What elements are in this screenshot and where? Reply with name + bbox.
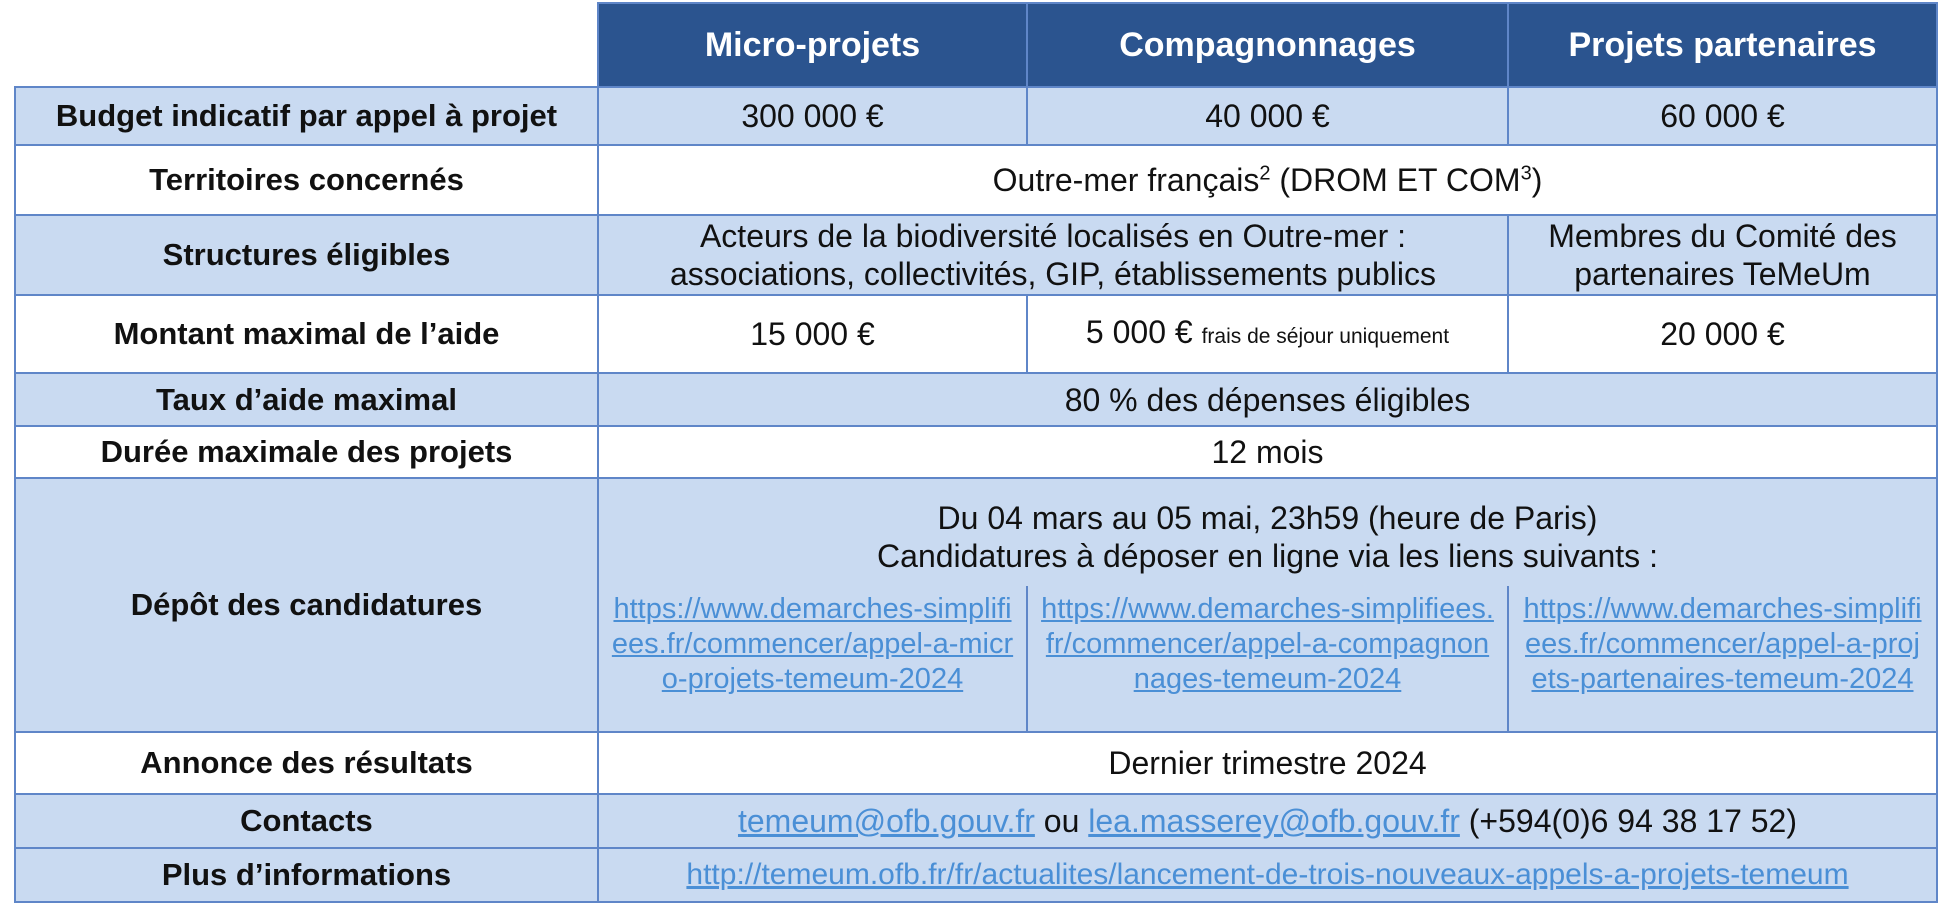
row-label-budget: Budget indicatif par appel à projet — [15, 87, 598, 145]
depot-line2: Candidatures à déposer en ligne via les liens suivants : — [877, 537, 1658, 574]
structures-merged-line2: associations, collectivités, GIP, établissements publics — [670, 256, 1436, 292]
contacts-value — [598, 794, 1937, 848]
depot-link-partenaires[interactable]: https://www.demarches-simplifiees.fr/commencer/appel-a-projets-partenaires-temeum-2024 — [1523, 593, 1922, 695]
structures-partner-line1: Membres du Comité des — [1548, 218, 1897, 254]
annonce-value: Dernier trimestre 2024 — [598, 732, 1937, 794]
montant-partenaires: 20 000 € — [1508, 295, 1937, 373]
header-projets-partenaires: Projets partenaires — [1508, 3, 1937, 87]
table-row — [15, 848, 1937, 902]
aid-comparison-table — [14, 2, 1938, 903]
territoires-value — [598, 145, 1937, 215]
row-label-depot: Dépôt des candidatures — [15, 478, 598, 732]
row-label-contacts: Contacts — [15, 794, 598, 848]
header-row — [15, 3, 1937, 87]
table-row — [15, 794, 1937, 848]
contact-email-temeum[interactable]: temeum@ofb.gouv.fr — [737, 803, 1035, 839]
contacts-separator: ou — [1034, 803, 1089, 839]
structures-merged — [598, 215, 1508, 295]
info-link[interactable]: http://temeum.ofb.fr/fr/actualites/lancement-de-trois-nouveaux-appels-a-projets-temeum — [686, 858, 1849, 891]
structures-merged-line1: Acteurs de la biodiversité localisés en Outre-mer : — [699, 218, 1407, 254]
budget-partenaires: 60 000 € — [1508, 87, 1937, 145]
row-label-taux: Taux d’aide maximal — [15, 373, 598, 426]
table-row — [15, 295, 1937, 373]
budget-compagnonnages: 40 000 € — [1027, 87, 1508, 145]
depot-link-partner-cell — [1508, 586, 1937, 732]
table-row — [15, 145, 1937, 215]
taux-value: 80 % des dépenses éligibles — [598, 373, 1937, 426]
table-row — [15, 478, 1937, 586]
row-label-infos: Plus d’informations — [15, 848, 598, 902]
row-label-montant: Montant maximal de l’aide — [15, 295, 598, 373]
footnote-3: 3 — [1520, 162, 1532, 185]
contact-phone: (+594(0)6 94 38 17 52) — [1459, 803, 1797, 839]
territoires-end: ) — [1531, 162, 1543, 198]
header-micro-projets: Micro-projets — [598, 3, 1027, 87]
depot-line1: Du 04 mars au 05 mai, 23h59 (heure de Paris) — [937, 499, 1598, 536]
structures-partenaires — [1508, 215, 1937, 295]
table-row — [15, 215, 1937, 295]
montant-compagnonnages — [1027, 295, 1508, 373]
territoires-mid: (DROM ET COM — [1270, 162, 1521, 198]
duree-value: 12 mois — [598, 426, 1937, 478]
header-corner — [15, 3, 598, 87]
montant-compagnon-value: 5 000 € — [1085, 313, 1193, 350]
depot-link-compagnon-cell — [1027, 586, 1508, 732]
header-compagnonnages: Compagnonnages — [1027, 3, 1508, 87]
footnote-2: 2 — [1259, 162, 1271, 185]
montant-compagnon-note: frais de séjour uniquement — [1201, 324, 1450, 348]
depot-dates — [598, 478, 1937, 586]
table-row — [15, 732, 1937, 794]
row-label-duree: Durée maximale des projets — [15, 426, 598, 478]
territoires-main: Outre-mer français — [992, 162, 1260, 198]
table-row — [15, 87, 1937, 145]
structures-partner-line2: partenaires TeMeUm — [1574, 256, 1871, 292]
row-label-structures: Structures éligibles — [15, 215, 598, 295]
montant-micro: 15 000 € — [598, 295, 1027, 373]
budget-micro: 300 000 € — [598, 87, 1027, 145]
infos-value — [598, 848, 1937, 902]
contact-email-lea[interactable]: lea.masserey@ofb.gouv.fr — [1088, 803, 1460, 839]
row-label-annonce: Annonce des résultats — [15, 732, 598, 794]
table-row — [15, 426, 1937, 478]
row-label-territoires: Territoires concernés — [15, 145, 598, 215]
depot-link-compagnonnages[interactable]: https://www.demarches-simplifiees.fr/commencer/appel-a-compagnonnages-temeum-2024 — [1041, 593, 1494, 695]
table-row — [15, 373, 1937, 426]
depot-link-micro-cell — [598, 586, 1027, 732]
table-wrapper — [14, 2, 1950, 903]
depot-link-micro[interactable]: https://www.demarches-simplifiees.fr/commencer/appel-a-micro-projets-temeum-2024 — [611, 593, 1014, 695]
